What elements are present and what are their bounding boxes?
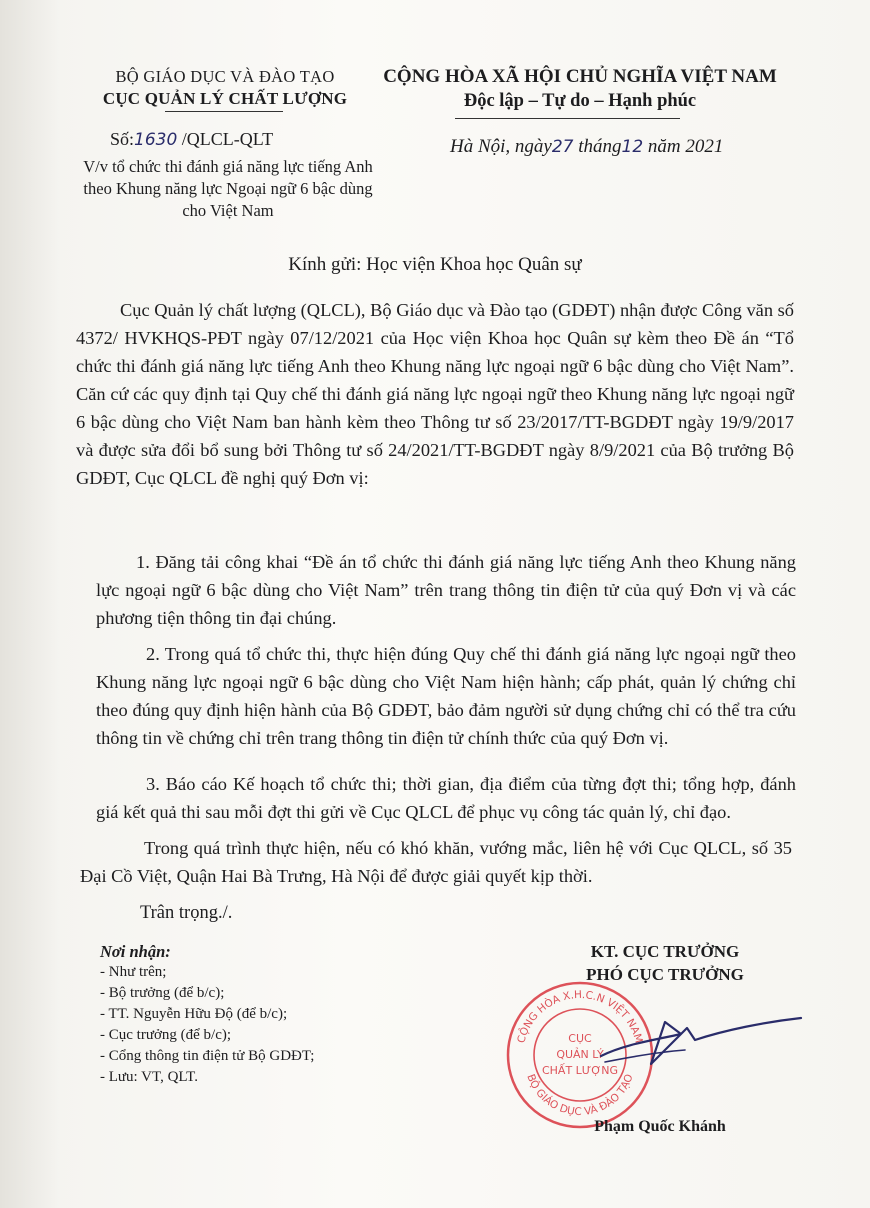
- nation-name: CỘNG HÒA XÃ HỘI CHỦ NGHĨA VIỆT NAM: [383, 66, 777, 87]
- date-place: Hà Nội, ngày: [450, 136, 552, 157]
- greeting: Kính gửi: Học viện Khoa học Quân sự: [288, 254, 582, 275]
- closing-paragraph: Trong quá trình thực hiện, nếu có khó khăn, vướng mắc, liên hệ với Cục QLCL, số 35 Đại Cồ Việt, Quận Hai Bà Trưng, Hà Nội để được giải quyết kịp thời.: [80, 838, 792, 886]
- signatory-line-2: PHÓ CỤC TRƯỞNG: [586, 965, 744, 984]
- document-subject: V/v tổ chức thi đánh giá năng lực tiếng Anh theo Khung năng lực Ngoại ngữ 6 bậc dùng cho Việt Nam: [83, 157, 373, 220]
- recipient-item: - Bộ trưởng (để b/c);: [100, 985, 225, 1001]
- handwritten-signature: [595, 1000, 805, 1090]
- issuing-authority: [70, 66, 380, 110]
- recipient-item: - Như trên;: [100, 964, 167, 980]
- national-motto: Độc lập – Tự do – Hạnh phúc: [463, 91, 697, 111]
- recipient-item: - TT. Nguyễn Hữu Độ (để b/c);: [100, 1006, 288, 1022]
- stamp-ring-text: CỘNG HÒA X.H.C.N VIỆT NAM: [515, 988, 645, 1045]
- stamp-center-1: CỤC: [568, 1032, 592, 1045]
- request-item-1: 1. Đăng tải công khai “Đề án tổ chức thi đánh giá năng lực tiếng Anh theo Khung năng lực ngoại ngữ 6 bậc dùng cho Việt Nam” trên trang thông tin điện tử của quý Đơn vị và các phương tiện thông tin đại chúng.: [96, 552, 796, 628]
- request-item-2: 2. Trong quá tổ chức thi, thực hiện đúng Quy chế thi đánh giá năng lực ngoại ngữ theo Khung năng lực ngoại ngữ 6 bậc dùng cho Việt Nam hiện hành; cấp phát, quản lý chứng chỉ theo đúng quy định hiện hành của Bộ GDĐT, bảo đảm người sử dụng chứng chỉ có thể tra cứu thông tin về chứng chỉ trên trang thông tin điện tử chính thức của quý Đơn vị.: [96, 644, 796, 748]
- date-line: [450, 136, 723, 158]
- number-suffix: /QLCL-QLT: [181, 129, 274, 149]
- header-divider-right: [455, 118, 680, 119]
- recipients-block: [100, 941, 314, 1088]
- month-word: tháng: [578, 136, 622, 157]
- department-name: CỤC QUẢN LÝ CHẤT LƯỢNG: [102, 89, 348, 108]
- number-prefix: Số:: [110, 129, 135, 149]
- intro-paragraph: Cục Quản lý chất lượng (QLCL), Bộ Giáo dục và Đào tạo (GDĐT) nhận được Công văn số 4372/ HVKHQS-PĐT ngày 07/12/2021 của Học viện Khoa học Quân sự kèm theo Đề án “Tổ chức thi đánh giá năng lực tiếng Anh theo Khung năng lực ngoại ngữ 6 bậc dùng cho Việt Nam”. Căn cứ các quy định tại Quy chế thi đánh giá năng lực ngoại ngữ theo Khung năng lực ngoại ngữ 6 bậc dùng cho Việt Nam ban hành kèm theo Thông tư số 23/2017/TT-BGDĐT ngày 19/9/2017 và được sửa đổi bổ sung bởi Thông tư số 24/2021/TT-BGDĐT ngày 8/9/2021 của Bộ trưởng Bộ GDĐT, Cục QLCL đề nghị quý Đơn vị:: [76, 300, 794, 488]
- handwritten-month: 12: [621, 137, 644, 157]
- stamp-center-3: CHẤT LƯỢNG: [541, 1064, 619, 1077]
- recipient-item: - Lưu: VT, QLT.: [100, 1069, 198, 1085]
- ministry-name: BỘ GIÁO DỤC VÀ ĐÀO TẠO: [115, 67, 335, 86]
- document-number: [110, 129, 273, 150]
- recipient-item: - Cục trưởng (để b/c);: [100, 1027, 232, 1043]
- signer-name: Phạm Quốc Khánh: [594, 1118, 726, 1135]
- request-item-3: 3. Báo cáo Kế hoạch tổ chức thi; thời gian, địa điểm của từng đợt thi; tổng hợp, đánh giá kết quả thi sau mỗi đợt thi gửi về Cục QLCL để phục vụ công tác quản lý, chỉ đạo.: [96, 774, 796, 822]
- date-year: năm 2021: [647, 136, 724, 157]
- handwritten-number: 1630: [134, 130, 178, 150]
- stamp-ring-text-bottom: BỘ GIÁO DỤC VÀ ĐÀO TẠO: [524, 1072, 636, 1119]
- stamp-center-2: QUẢN LÝ: [556, 1048, 604, 1061]
- header-divider-left: [165, 111, 283, 112]
- regards: Trân trọng./.: [140, 903, 233, 923]
- recipient-item: - Cổng thông tin điện tử Bộ GDĐT;: [100, 1048, 315, 1064]
- recipients-heading: Nơi nhận:: [100, 942, 171, 961]
- signatory-line-1: KT. CỤC TRƯỞNG: [590, 942, 740, 961]
- handwritten-day: 27: [551, 137, 574, 157]
- national-heading: [380, 64, 780, 114]
